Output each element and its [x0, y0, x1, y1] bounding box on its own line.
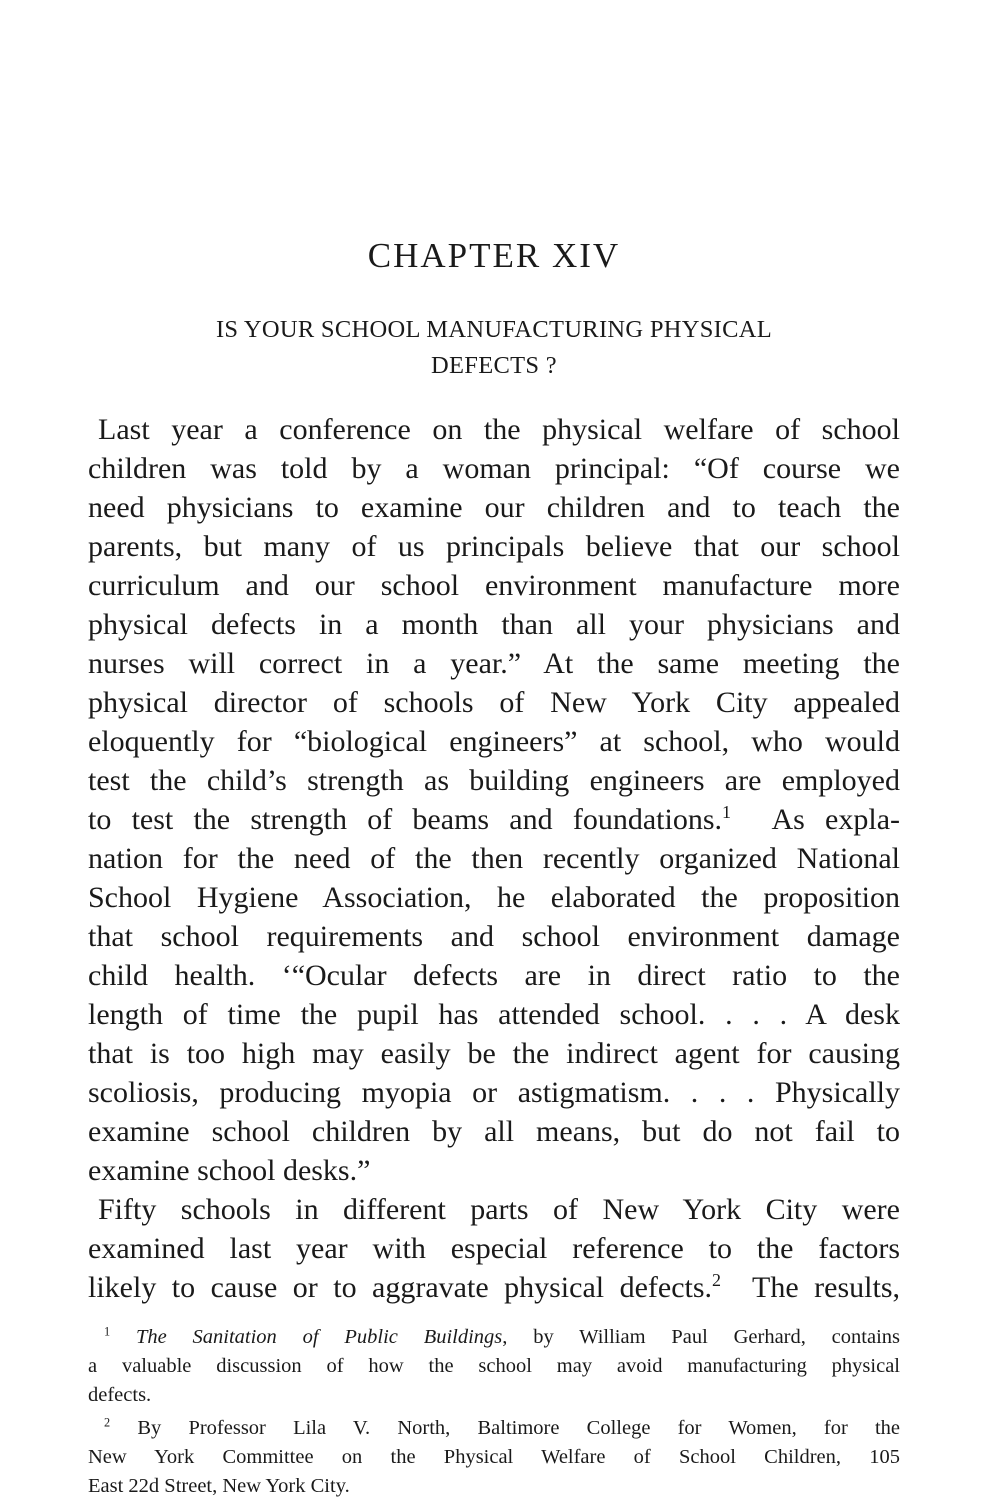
text-line: examine school desks.”: [88, 1154, 371, 1187]
text-line: nation for the need of the then recently organized National: [88, 842, 900, 875]
footnote-1: [88, 1323, 900, 1410]
text-line: need physicians to examine our children and to teach the: [88, 491, 900, 524]
chapter-title: [88, 312, 900, 384]
text-line: physical director of schools of New York City appealed: [88, 686, 900, 719]
text-line: School Hygiene Association, he elaborated the proposition: [88, 881, 900, 914]
text-fragment: The results,: [752, 1271, 900, 1304]
paragraph-1: [88, 410, 900, 1190]
text-fragment: to test the strength of beams and foundations.: [88, 803, 723, 836]
footnote-ref-2[interactable]: 2: [712, 1270, 722, 1291]
text-fragment: By Professor Lila V. North, Baltimore College for Women, for the: [137, 1417, 901, 1439]
paragraph-2: [88, 1190, 900, 1307]
body-text: [88, 410, 900, 1307]
text-line-with-footnote: [88, 1268, 900, 1307]
footnote-2: [88, 1414, 900, 1501]
text-line: Last year a conference on the physical welfare of school: [98, 413, 900, 446]
chapter-number: CHAPTER XIV: [367, 236, 621, 275]
text-line: test the child’s strength as building engineers are employed: [88, 764, 900, 797]
text-line: examine school children by all means, but do not fail to: [88, 1115, 900, 1148]
text-fragment: , by William Paul Gerhard, contains: [502, 1326, 901, 1348]
text-line: child health. ‘“Ocular defects are in direct ratio to the: [88, 959, 900, 992]
text-fragment: likely to cause or to aggravate physical defects.: [88, 1271, 713, 1304]
text-line: that school requirements and school environment damage: [88, 920, 900, 953]
text-fragment: As expla-: [771, 803, 901, 836]
text-line: physical defects in a month than all your physicians and: [88, 608, 900, 641]
footnote-marker: 2: [104, 1415, 111, 1430]
footnote-line: [88, 1414, 900, 1443]
text-line-with-footnote: [88, 800, 900, 839]
footnote-line: a valuable discussion of how the school may avoid manufacturing physical: [88, 1355, 900, 1377]
footnote-line: New York Committee on the Physical Welfare of School Children, 105: [88, 1446, 900, 1468]
text-line: that is too high may easily be the indirect agent for causing: [88, 1037, 900, 1070]
text-line: parents, but many of us principals believe that our school: [88, 530, 900, 563]
footnote-line: [88, 1323, 900, 1352]
footnote-line: defects.: [88, 1384, 152, 1406]
text-line: eloquently for “biological engineers” at school, who would: [88, 725, 900, 758]
text-line: scoliosis, producing myopia or astigmatism. . . . Physically: [88, 1076, 900, 1109]
chapter-title-line-2: DEFECTS ?: [431, 352, 557, 379]
footnote-line: East 22d Street, New York City.: [88, 1475, 350, 1497]
chapter-title-line-1: IS YOUR SCHOOL MANUFACTURING PHYSICAL: [215, 316, 773, 343]
footnotes: [88, 1323, 900, 1501]
text-line: examined last year with especial reference to the factors: [88, 1232, 900, 1265]
text-line: children was told by a woman principal: “Of course we: [88, 452, 900, 485]
text-line: length of time the pupil has attended school. . . . A desk: [88, 998, 900, 1031]
text-line: curriculum and our school environment manufacture more: [88, 569, 900, 602]
footnote-marker: 1: [104, 1324, 111, 1339]
book-title: The Sanitation of Public Buildings: [135, 1326, 503, 1348]
footnote-ref-1[interactable]: 1: [722, 802, 732, 823]
text-line: nurses will correct in a year.” At the same meeting the: [88, 647, 900, 680]
text-line: Fifty schools in different parts of New York City were: [98, 1193, 900, 1226]
